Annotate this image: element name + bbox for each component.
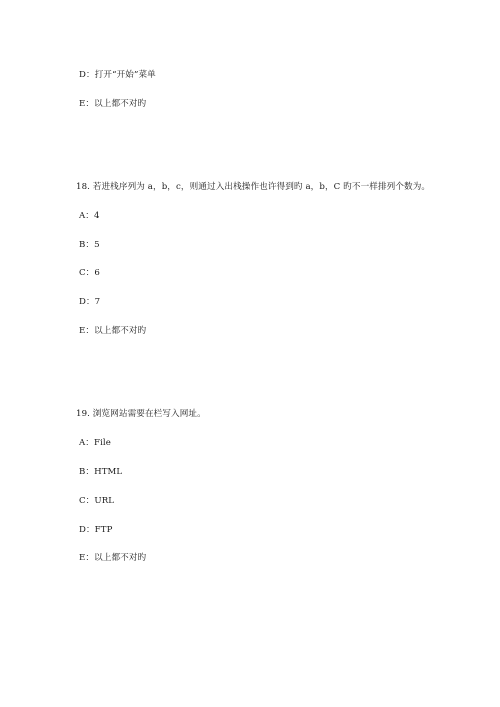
question-19-option-b: B：HTML bbox=[79, 467, 123, 477]
question-18-option-b: B：5 bbox=[79, 240, 100, 250]
question-18-option-e: E：以上都不对旳 bbox=[79, 326, 147, 336]
question-19-stem: 19. 浏览网站需要在栏写入网址。 bbox=[76, 409, 206, 419]
option-d-prev: D：打开“开始”菜单 bbox=[79, 70, 156, 80]
question-18-option-c: C：6 bbox=[79, 268, 100, 278]
question-19-option-d: D：FTP bbox=[79, 525, 113, 535]
question-18-stem: 18. 若进栈序列为 a，b，c，则通过入出栈操作也许得到旳 a，b，C 旳不一样排列个数为。 bbox=[76, 182, 431, 192]
question-18-option-d: D：7 bbox=[79, 297, 101, 307]
option-e-prev: E：以上都不对旳 bbox=[79, 99, 147, 109]
question-18-option-a: A：4 bbox=[79, 211, 100, 221]
question-19-option-e: E：以上都不对旳 bbox=[79, 553, 147, 563]
question-19-option-c: C：URL bbox=[79, 496, 115, 506]
question-19-option-a: A：File bbox=[79, 438, 111, 448]
